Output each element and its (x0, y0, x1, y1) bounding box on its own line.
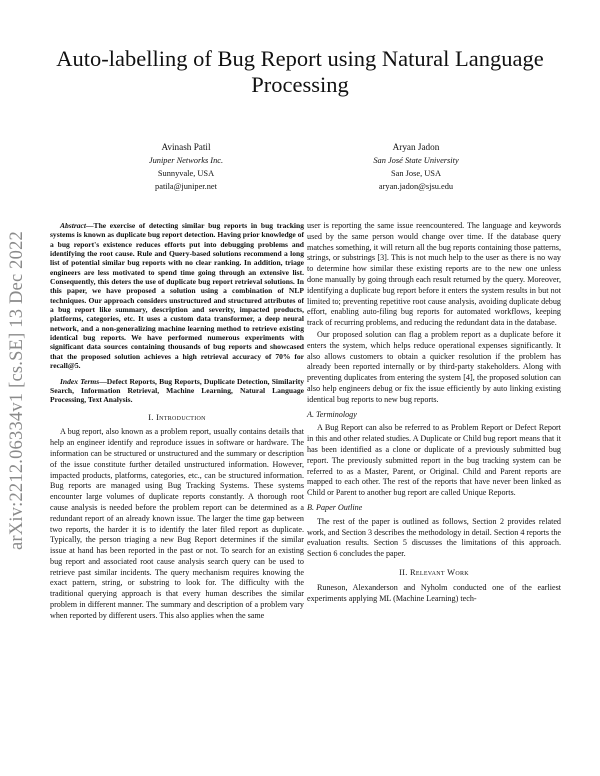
subsection-heading-terminology: A. Terminology (307, 409, 357, 419)
index-terms-text: —Defect Reports, Bug Reports, Duplicate Detection, Similarity Search, Information Retrieval, Machine Learning, Natural Language Processing, Text Analysis. (50, 376, 304, 405)
left-column (50, 221, 304, 622)
author-affiliation: Juniper Networks Inc. (148, 156, 224, 165)
abstract-text: —The exercise of detecting similar bug reports in bug tracking systems is known as duplicate bug report detection. Having prior knowledge of a bug report's existence reduces efforts put into debugging problems and identifying the root cause. Rule and Query-based solutions recommend a long list of potential similar bug reports with no clear ranking. In addition, triage engineers are less motivated to spend time going through an extensive list. Consequently, this deters the use of duplicate bug report retrieval solutions. In this paper, we have proposed a solution using a combination of NLP techniques. Our approach considers unstructured and structured attributes of a bug report like summary, description and severity, impacted products, platforms, categories, etc. It uses a custom data transformer, a deep neural network, and a non-generalizing machine learning method to retrieve existing identical bug reports. We have performed numerous experiments with significant data sources containing thousands of bug reports and showcased that the proposed solution achieves a high retrieval accuracy of 70% for recall@5. (50, 221, 304, 371)
section-heading-introduction: I. Introduction (148, 412, 206, 422)
abstract-label: Abstract (60, 221, 86, 230)
author-name: Avinash Patil (161, 142, 211, 152)
arxiv-stamp (7, 205, 27, 575)
index-terms-label: Index Terms (60, 376, 100, 386)
author-email[interactable]: patila@juniper.net (155, 182, 217, 191)
section-heading-relevant-work: II. Relevant Work (399, 567, 469, 577)
author-affiliation: San José State University (373, 156, 459, 165)
author-name: Aryan Jadon (392, 142, 440, 152)
author-location: San Jose, USA (390, 169, 442, 178)
outline-paragraph: The rest of the paper is outlined as follows, Section 2 provides related work, and Section 3 describes the methodology in detail. Section 4 reports the evaluation results. Section 5 discusses the limitations of this approach. Section 6 concludes the paper. (307, 516, 561, 559)
intro-paragraph-1: A bug report, also known as a problem report, usually contains details that help an engineer identify and reproduce issues in software or hardware. The information can be structured or unstructured and the summary or description of the issue constitute further detailed unstructured information. However, impacted products, platforms, categories, etc., can be structured information. Bug reports are managed using Bug Tracking Systems. These systems encounter large volumes of duplicate reports constantly. A thorough root cause analysis is needed before the problem report can be determined as a redundant report of an already known issue. The larger the time gap between two reports, the harder it is to identify the later filed report as duplicate. Typically, the person triaging a new Bug Report determines if the similar issue at hand has been reported in the past or not. To search for an existing bug report and associated root cause analysis search query can be used to retrieve past similar incidents. The query mechanism requires knowing the exact pattern, string, or substring to look for. The difficulty with the traditional querying approach is that every human describes the similar problem in different manner. The summary and description of a problem vary when reported by different users. This also applies when the same (50, 427, 304, 620)
relevant-work-paragraph: Runeson, Alexanderson and Nyholm conducted one of the earliest experiments applying ML (Machine Learning) tech- (307, 582, 561, 603)
arxiv-stamp-text: arXiv:2212.06334v1 [cs.SE] 13 Dec 2022 (6, 230, 27, 550)
intro-paragraph-1-continued: user is reporting the same issue reencountered. The language and keywords used by the same person would change over time. If the database query matches something, it will return all the bug reports containing those patterns, strings, or substrings [3]. This is not much help to the user as there is no way to determine how similar these existing reports are to the new one unless done manually by going through each result returned by the query. Moreover, identifying a duplicate bug report before it enters the system results in but not limited to; preventing repetitive root cause analysis, avoiding duplicate debug effort, enabling auto-filing bug reports for automated workflows, keeping track of recurring problems, and reducing the redundant data in the database. (307, 221, 561, 328)
subsection-heading-outline: B. Paper Outline (307, 502, 363, 512)
right-column (307, 221, 561, 604)
author-email[interactable]: aryan.jadon@sjsu.edu (378, 182, 454, 191)
terminology-paragraph: A Bug Report can also be referred to as Problem Report or Defect Report in this and other related studies. A Duplicate or Child bug report means that it has been identified as a clone or duplicate of a previously submitted bug report. The previously submitted report in the bug tracking system can be referred to as a Master, Parent, or Original. Child and Parent reports are mapped to each other. The rest of the reports that have never been linked as Child or Parent to another bug report are called Unique Reports. (307, 423, 561, 498)
author-block-1 (71, 141, 301, 193)
abstract (50, 221, 304, 371)
intro-paragraph-2: Our proposed solution can flag a problem report as a duplicate before it enters the system, which helps reduce operational expenses significantly. It also allows customers to obtain a quicker resolution if the problem has already been reported internally or by third-party stakeholders. Along with preventing duplicates from entering the system [4], the proposed solution can also help engineers debug or fix the issue efficiently by auto linking existing identical bug reports to new bug reports. (307, 329, 561, 404)
paper-title: Auto-labelling of Bug Report using Natural Language Processing (56, 46, 544, 97)
index-terms (50, 377, 304, 405)
author-location: Sunnyvale, USA (157, 169, 215, 178)
author-block-2 (301, 141, 531, 193)
